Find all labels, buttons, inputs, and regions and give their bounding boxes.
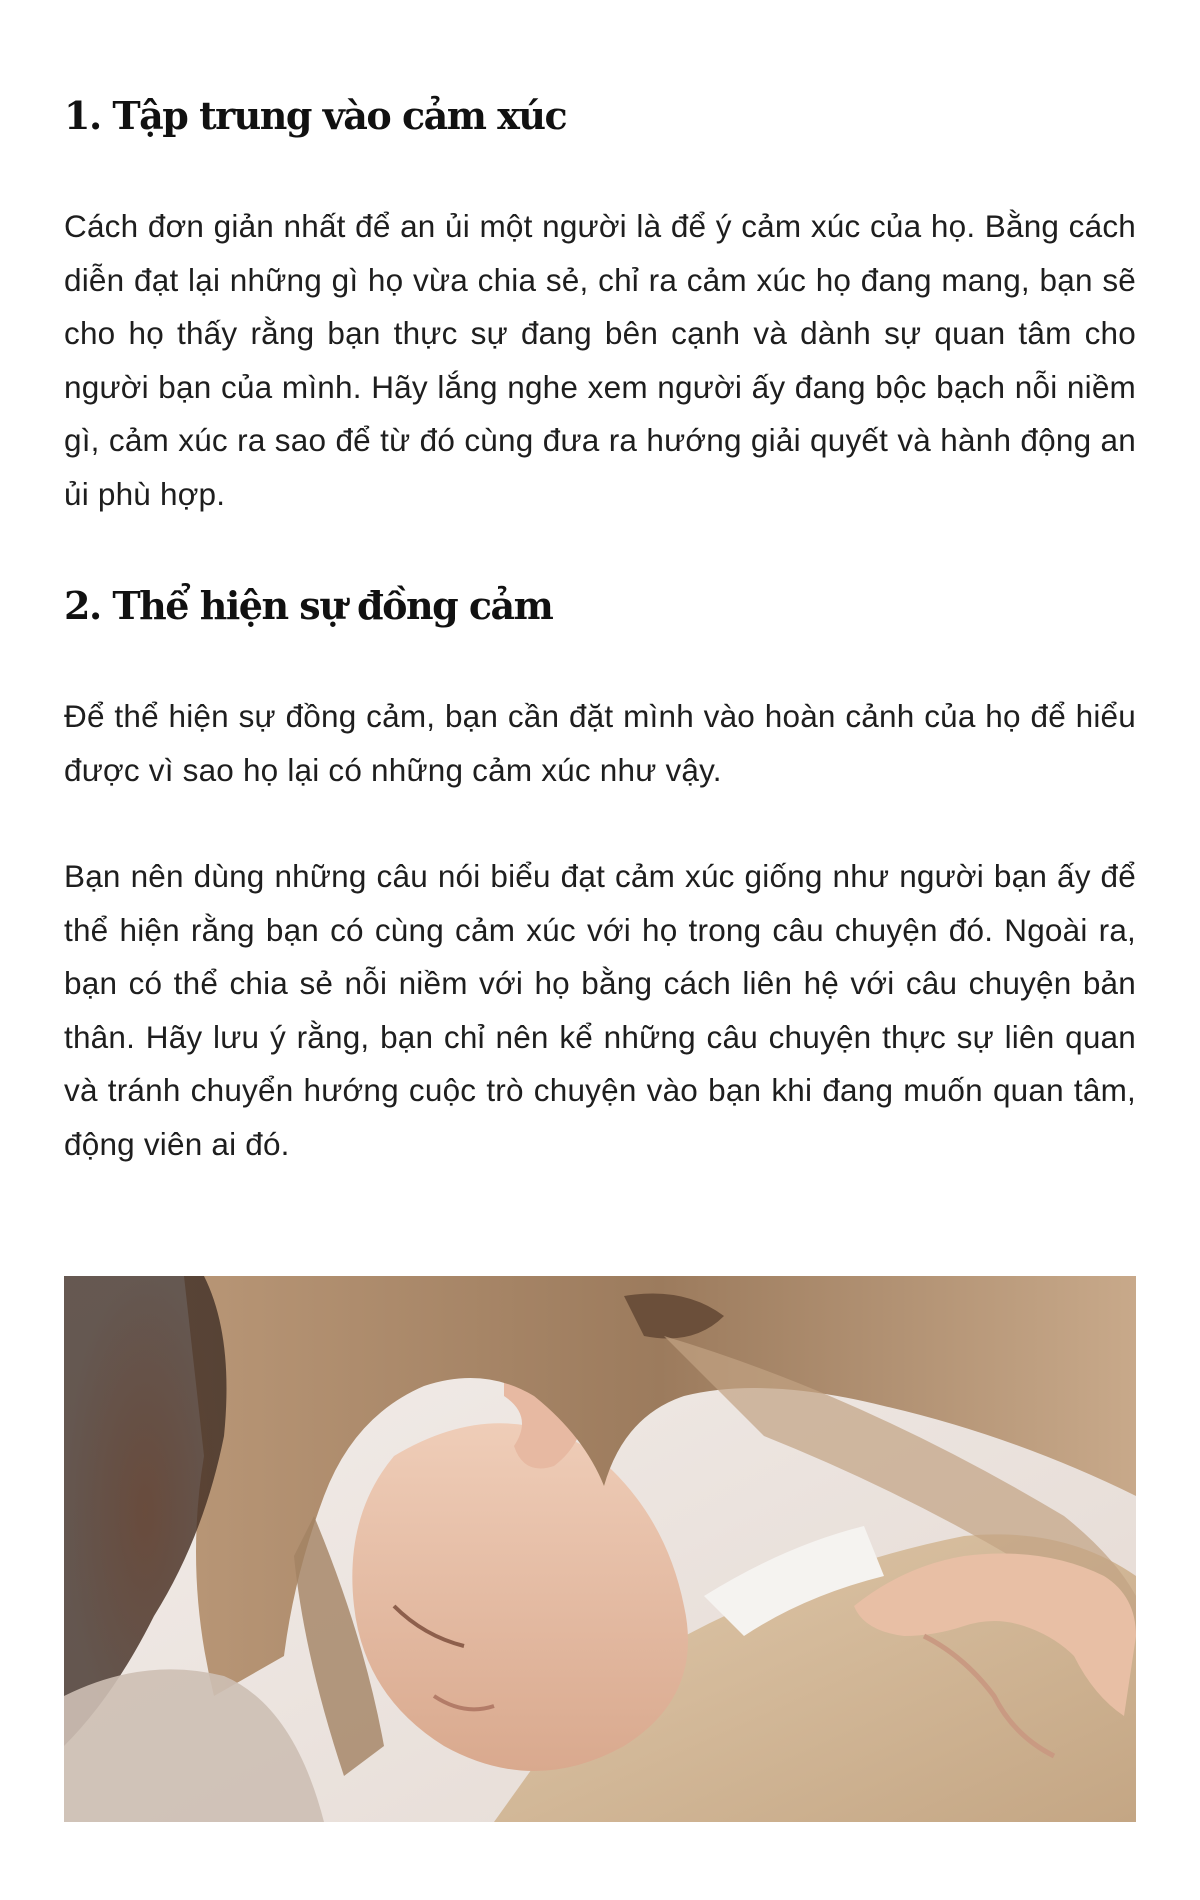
- section-2-paragraph-1: Để thể hiện sự đồng cảm, bạn cần đặt mình vào hoàn cảnh của họ để hiểu được vì sao họ lại có những cảm xúc như vậy.: [64, 698, 1136, 788]
- photo-illustration: [64, 1276, 1136, 1822]
- section-1-paragraph-1: Cách đơn giản nhất để an ủi một người là để ý cảm xúc của họ. Bằng cách diễn đạt lại những gì họ vừa chia sẻ, chỉ ra cảm xúc họ đang mang, bạn sẽ cho họ thấy rằng bạn thực sự đang bên cạnh và dành sự quan tâm cho người bạn của mình. Hãy lắng nghe xem người ấy đang bộc bạch nỗi niềm gì, cảm xúc ra sao để từ đó cùng đưa ra hướng giải quyết và hành động an ủi phù hợp.: [64, 208, 1136, 512]
- comforting-photo: [64, 1276, 1136, 1822]
- section-heading-2: 2. Thể hiện sự đồng cảm: [64, 583, 553, 628]
- section-2-paragraph-2: Bạn nên dùng những câu nói biểu đạt cảm xúc giống như người bạn ấy để thể hiện rằng bạn có cùng cảm xúc với họ trong câu chuyện đó. Ngoài ra, bạn có thể chia sẻ nỗi niềm với họ bằng cách liên hệ với câu chuyện bản thân. Hãy lưu ý rằng, bạn chỉ nên kể những câu chuyện thực sự liên quan và tránh chuyển hướng cuộc trò chuyện vào bạn khi đang muốn quan tâm, động viên ai đó.: [64, 858, 1136, 1162]
- section-heading-1: 1. Tập trung vào cảm xúc: [64, 93, 567, 138]
